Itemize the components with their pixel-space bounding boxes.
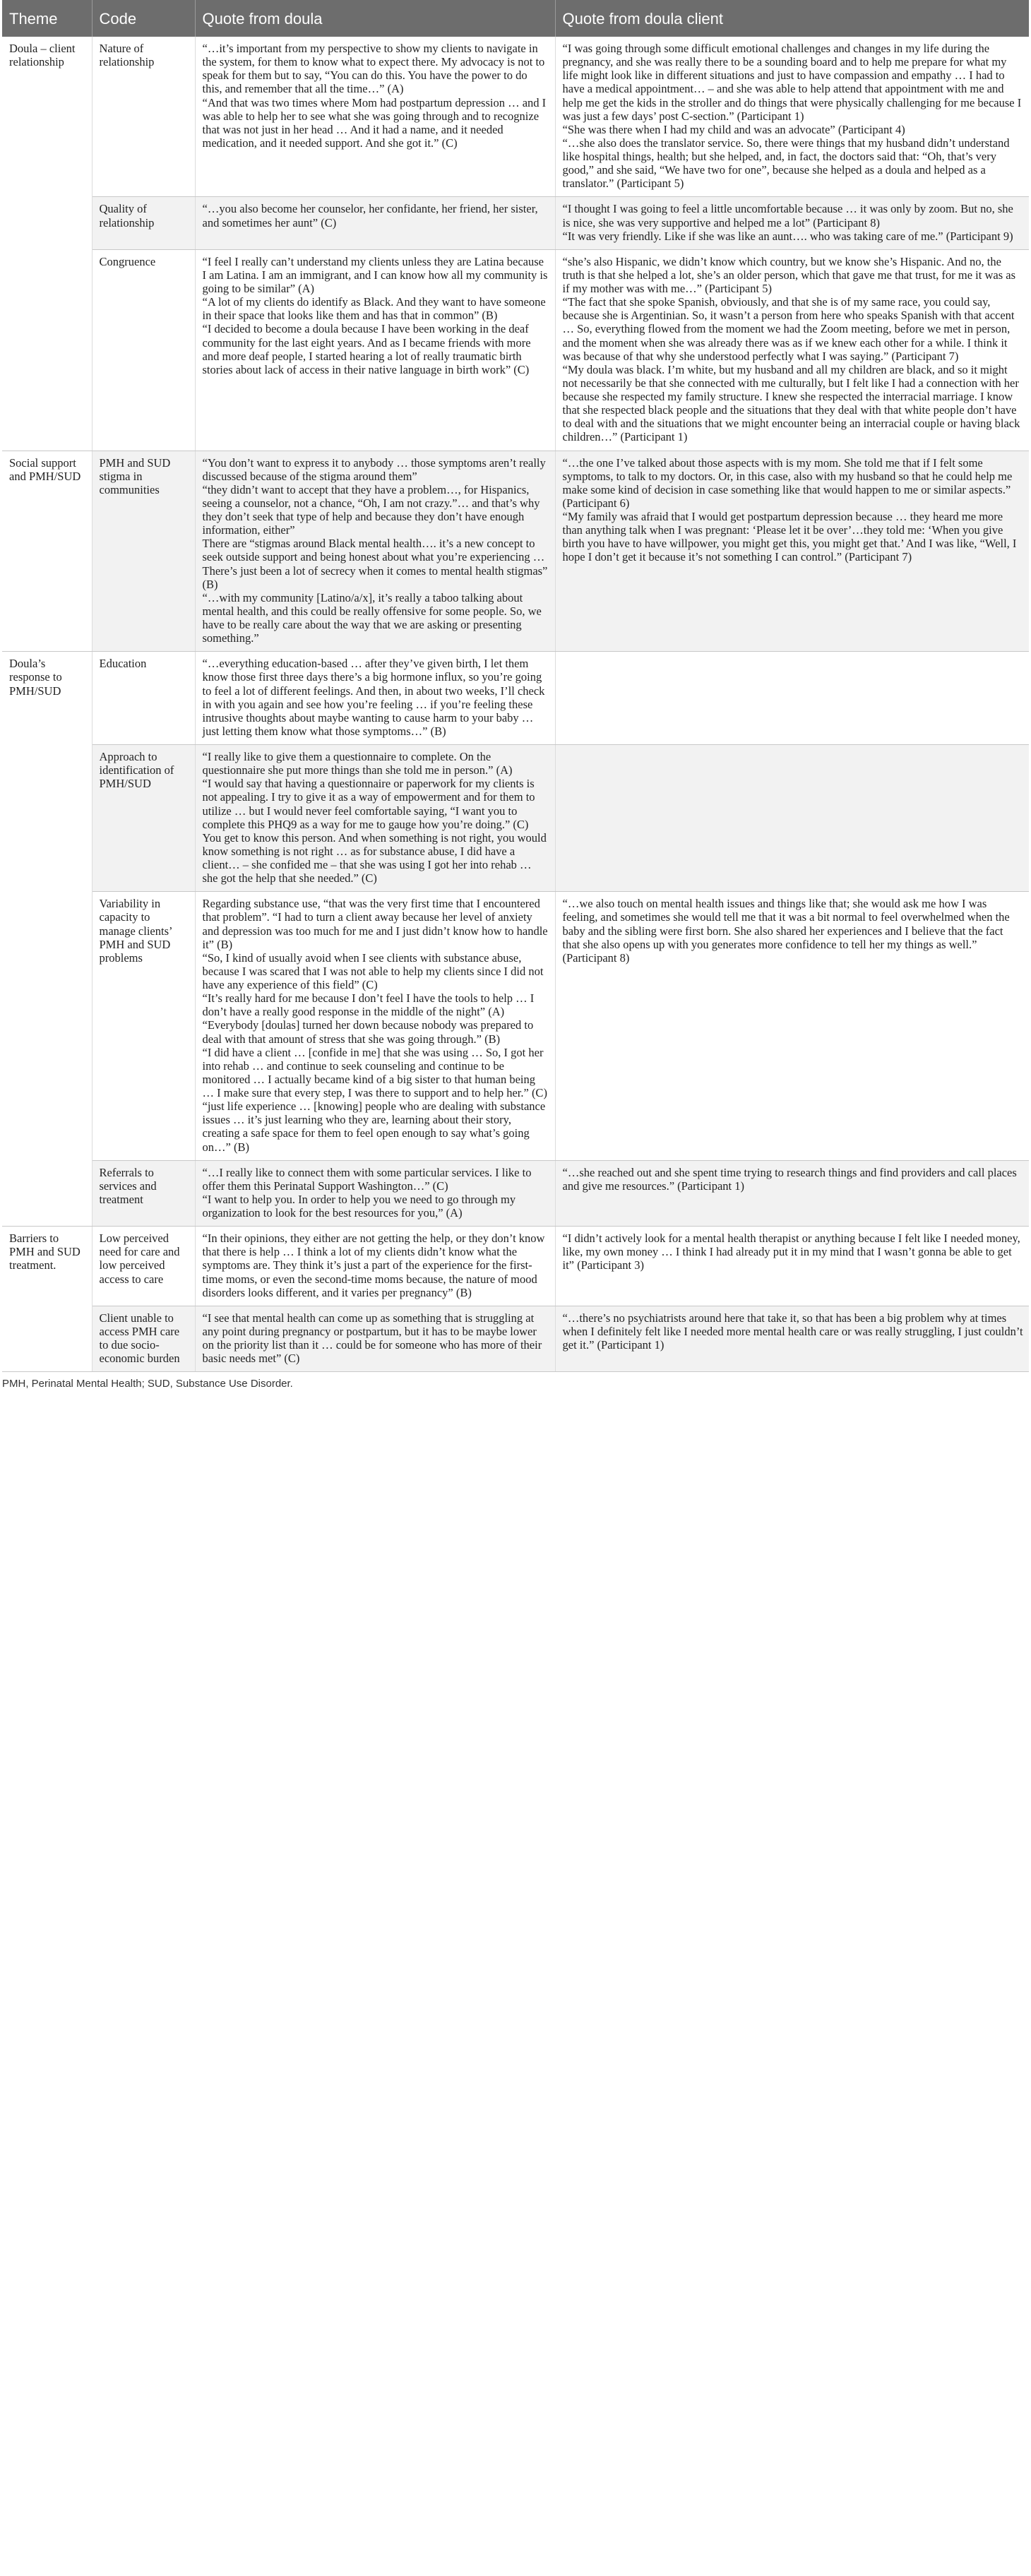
doula-quote-cell <box>195 249 555 451</box>
theme-cell: Barriers to PMH and SUD treatment. <box>2 1227 92 1372</box>
table-row <box>2 745 1029 892</box>
doula-quote: “You don’t want to express it to anybody … those symptoms aren’t really discussed because of the stigma around them” <box>202 455 546 483</box>
doula-quote: Regarding substance use, “that was the very first time that I encountered that problem”. “I had to turn a client away because her level of anxiety and depression was too much for me and I just didn’t know how to handle it” (B) <box>202 897 548 951</box>
table-row <box>2 652 1029 745</box>
client-quote: “…we also touch on mental health issues and things like that; she would ask me how I was feeling, and sometimes she would tell me that it was a bit normal to feel overwhelmed when the baby and the sibling were first born. She also shared her experiences and I believe that the fact that she also opens up with you generates more confidence to tell her my things as well.” (Participant 8) <box>562 897 1010 965</box>
header-code: Code <box>92 0 195 37</box>
doula-quote-cell <box>195 892 555 1160</box>
doula-quote: “…you also become her counselor, her confidante, her friend, her sister, and sometimes her aunt” (C) <box>202 202 538 229</box>
client-quote: “…she also does the translator service. So, there were things that my husband didn’t understand like hospital things, health; but she helped, and, in fact, the doctors said that: “Oh, that’s very good,” and she said, “We have two for one”, because she helped as a doula and helped as a translator.” (Participant 5) <box>562 136 1010 191</box>
client-quote-cell <box>555 1160 1029 1227</box>
code-cell: Referrals to services and treatment <box>92 1160 195 1227</box>
table-body <box>2 37 1029 1372</box>
doula-quote: “Everybody [doulas] turned her down because nobody was prepared to deal with that amount of stress that she was going through.” (B) <box>202 1018 534 1046</box>
table-row <box>2 197 1029 249</box>
client-quote: “she’s also Hispanic, we didn’t know which country, but we know she’s Hispanic. And no, the truth is that she helped a lot, she’s an older person, which that gave me that trust, for me it was as if my mother was with me…” (Participant 5) <box>562 254 1016 295</box>
table-header-row <box>2 0 1029 37</box>
doula-quote: There are “stigmas around Black mental health…. it’s a new concept to seek outside support and being honest about what you’re experiencing … There’s just been a lot of secrecy when it comes to mental health stigmas” (B) <box>202 537 548 591</box>
doula-quote-cell <box>195 37 555 197</box>
client-quote-cell <box>555 451 1029 652</box>
table-row <box>2 37 1029 197</box>
doula-quote: “…I really like to connect them with some particular services. I like to offer them this Perinatal Support Washington…” (C) <box>202 1165 532 1193</box>
doula-quote: “I would say that having a questionnaire or paperwork for my clients is not appealing. I try to give it as a way of empowerment and for them to utilize … but I would never feel comfortable saying, “I want you to complete this PHQ9 as a way for me to gauge how you’re doing.” (C) <box>202 777 535 831</box>
code-cell: Congruence <box>92 249 195 451</box>
quotes-table <box>2 0 1029 1372</box>
doula-quote-cell <box>195 197 555 249</box>
client-quote-cell <box>555 652 1029 745</box>
code-cell: Approach to identification of PMH/SUD <box>92 745 195 892</box>
table-row <box>2 249 1029 451</box>
doula-quote: “So, I kind of usually avoid when I see clients with substance abuse, because I was scared that I was not able to help my clients since I did not have any experience of this field” (C) <box>202 950 544 991</box>
doula-quote: “they didn’t want to accept that they have a problem…, for Hispanics, seeing a counselor, not a chance, “Oh, I am not crazy.”… and that’s why they don’t seek that type of help and because they don’t have enough information, either” <box>202 482 540 537</box>
doula-quote-cell <box>195 1160 555 1227</box>
doula-quote-cell <box>195 1227 555 1306</box>
client-quote: “She was there when I had my child and was an advocate” (Participant 4) <box>562 122 905 136</box>
client-quote: “It was very friendly. Like if she was like an aunt…. who was taking care of me.” (Participant 9) <box>562 229 1013 243</box>
table-row <box>2 1306 1029 1372</box>
client-quote: “My doula was black. I’m white, but my husband and all my children are black, and so it might not necessarily be that she connected with me culturally, but I felt like I had a connection with her because she respected my family structure. I knew she respected the interracial marriage. I know that she respected black people and the situations that they deal with that white people don’t have to deal with and the situations that we might encounter being an interracial couple or having black children…” (Participant 1) <box>562 362 1020 444</box>
theme-cell: Doula’s response to PMH/SUD <box>2 652 92 1227</box>
doula-quote: “I feel I really can’t understand my clients unless they are Latina because I am Latina. I am an immigrant, and I can know how all my community is going to be similar” (A) <box>202 254 548 295</box>
doula-quote: “I want to help you. In order to help you we need to go through my organization to look for the best resources for you,” (A) <box>202 1192 516 1220</box>
header-theme: Theme <box>2 0 92 37</box>
client-quote: “…there’s no psychiatrists around here that take it, so that has been a big problem why at times when I definitely felt like I needed more mental health care or was really struggling, I just couldn’t get it.” (Participant 1) <box>562 1311 1023 1352</box>
table-row <box>2 451 1029 652</box>
doula-quote: “A lot of my clients do identify as Black. And they want to have someone in their space that looks like them and has that in common” (B) <box>202 295 546 323</box>
client-quote-cell <box>555 745 1029 892</box>
doula-quote: “…with my community [Latino/a/x], it’s really a taboo talking about mental health, and this could be really offensive for some people. So, we have to be really care about the way that we are asking or presenting something.” <box>202 590 542 645</box>
table-row <box>2 1160 1029 1227</box>
theme-cell: Social support and PMH/SUD <box>2 451 92 652</box>
table-row <box>2 1227 1029 1306</box>
table-footnote: PMH, Perinatal Mental Health; SUD, Substance Use Disorder. <box>2 1378 293 1390</box>
code-cell: Variability in capacity to manage clients’ PMH and SUD problems <box>92 892 195 1160</box>
client-quote-cell <box>555 249 1029 451</box>
client-quote: “The fact that she spoke Spanish, obviously, and that she is of my same race, you could say, because she is Argentinian. So, it wasn’t a person from here who speaks Spanish with that accent … So, everything flowed from the moment we had the Zoom meeting, before we met in person, and the moment when she was already there was as if we knew each other for a while. I think it was because of that why she understood perfectly what I was saying.” (Participant 7) <box>562 295 1015 363</box>
client-quote-cell <box>555 1227 1029 1306</box>
client-quote-cell <box>555 892 1029 1160</box>
doula-quote: “…it’s important from my perspective to show my clients to navigate in the system, for them to know what to expect there. My advocacy is not to speak for them but to say, “You can do this. You have the power to do this, and remember that all the time…” (A) <box>202 42 545 96</box>
header-client-quote: Quote from doula client <box>555 0 1029 37</box>
doula-quote: “I see that mental health can come up as something that is struggling at any point during pregnancy or postpartum, but it has to be maybe lower on the priority list than it … could be for someone who has more of their basic needs met” (C) <box>202 1311 542 1366</box>
doula-quote-cell <box>195 745 555 892</box>
client-quote: “My family was afraid that I would get postpartum depression because … they heard me more than anything talk when I was pregnant: ‘Please let it be over’…they told me: ‘When you give birth you have to have willpower, you might get this, you might get that.’ And I was like, “Well, I hope I don’t get it because it’s not something I can control.” (Participant 7) <box>562 510 1017 564</box>
client-quote-cell <box>555 37 1029 197</box>
client-quote: “I was going through some difficult emotional challenges and changes in my life during the pregnancy, and she was really there to be a sounding board and to help me prepare for what my life might look like in different situations and just to have compassion and empathy … I had to have a medical appointment… – and she was able to help attend that appointment with me and help me get the kids in the stroller and do things that were physically challenging for me because I was just a few days’ post C-section.” (Participant 1) <box>562 42 1022 123</box>
doula-quote: “I really like to give them a questionnaire to complete. On the questionnaire she put more things than she told me in person.” (A) <box>202 750 513 777</box>
header-doula-quote: Quote from doula <box>195 0 555 37</box>
code-cell: Quality of relationship <box>92 197 195 249</box>
doula-quote: You get to know this person. And when something is not right, you would know something is not right … as for substance abuse, I did have a client… – she confided me – that she was using I got her into rehab … she got the help that she needed.” (C) <box>202 830 547 886</box>
doula-quote: “just life experience … [knowing] people who are dealing with substance issues … it’s just learning who they are, learning about their story, creating a safe space for them to feel open enough to say what’s going on…” (B) <box>202 1099 546 1154</box>
doula-quote: “In their opinions, they either are not getting the help, or they don’t know that there is help … I think a lot of my clients didn’t know what the symptoms are. They think it’s just a part of the experience for the first-time moms, or even the second-time moms because, the nature of mood disorders looks different, and it varies per pregnancy” (B) <box>202 1232 545 1299</box>
table-row <box>2 892 1029 1160</box>
client-quote: “I thought I was going to feel a little uncomfortable because … it was only by zoom. But no, she is nice, she was very supportive and helped me a lot” (Participant 8) <box>562 202 1013 229</box>
doula-quote-cell <box>195 652 555 745</box>
doula-quote-cell <box>195 1306 555 1372</box>
client-quote-cell <box>555 197 1029 249</box>
code-cell: Low perceived need for care and low perceived access to care <box>92 1227 195 1306</box>
doula-quote: “I decided to become a doula because I have been working in the deaf community for the last eight years. And as I became friends with more and more deaf people, I started hearing a lot of really traumatic birth stories about lack of access in their native language in birth work” (C) <box>202 322 531 376</box>
doula-quote: “…everything education-based … after they’ve given birth, I let them know those first three days there’s a big hormone influx, so you’re going to feel a lot of different feelings. And then, in about two weeks, I’ll check in with you again and see how you’re feeling … if you’re feeling these intrusive thoughts about maybe wanting to cause harm to your baby … just letting them know what those symptoms…” (B) <box>202 657 545 738</box>
client-quote-cell <box>555 1306 1029 1372</box>
doula-quote: “I did have a client … [confide in me] that she was using … So, I got her into rehab … and continue to seek counseling and continue to be monitored … I actually became kind of a big sister to that human being … I make sure that every step, I was there to support and to help her.” (C) <box>202 1045 547 1099</box>
code-cell: Client unable to access PMH care to due socio-economic burden <box>92 1306 195 1372</box>
client-quote: “…the one I’ve talked about those aspects with is my mom. She told me that if I felt some symptoms, to talk to my doctors. Or, in this case, also with my husband so that he could help me make some kind of decision in case something like that would happen to me or similar aspects.” (Participant 6) <box>562 455 1013 510</box>
doula-quote: “And that was two times where Mom had postpartum depression … and I was able to help her to see what she was going through and to recognize that was not just in her head … And it had a name, and it needed medication, and it needed support. And she got it.” (C) <box>202 95 547 150</box>
theme-cell: Doula – client relationship <box>2 37 92 451</box>
doula-quote: “It’s really hard for me because I don’t feel I have the tools to help … I don’t have a really good response in the middle of the night” (A) <box>202 991 535 1019</box>
code-cell: Nature of relationship <box>92 37 195 197</box>
client-quote: “I didn’t actively look for a mental health therapist or anything because I felt like I needed money, like, my own money … I think I had already put it in my mind that I wasn’t gonna be able to get it” (Participant 3) <box>562 1232 1020 1272</box>
code-cell: PMH and SUD stigma in communities <box>92 451 195 652</box>
code-cell: Education <box>92 652 195 745</box>
client-quote: “…she reached out and she spent time trying to research things and find providers and call places and give me resources.” (Participant 1) <box>562 1165 1017 1193</box>
doula-quote-cell <box>195 451 555 652</box>
